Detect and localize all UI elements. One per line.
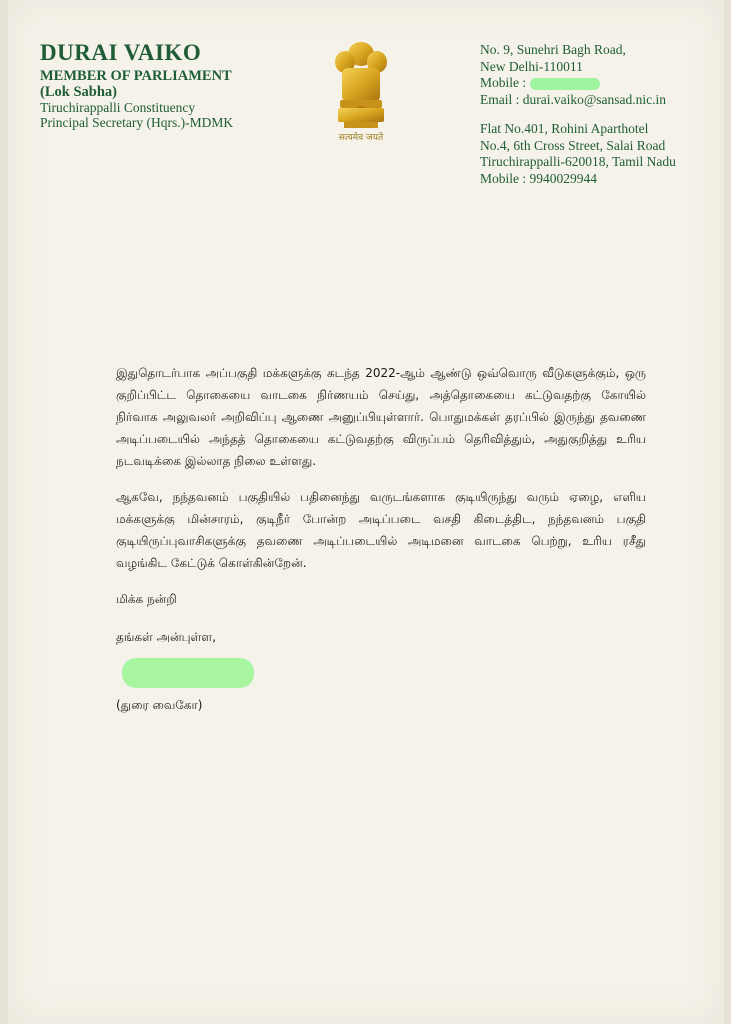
letter-page	[8, 0, 724, 1024]
thanks-line: மிக்க நன்றி	[116, 592, 177, 606]
paragraph: ஆகவே, நந்தவனம் பகுதியில் பதினைந்து வருடங்களாக குடியிருந்து வரும் ஏழை, எளிய மக்களுக்கு மின்சாரம், குடிநீர் போன்ற அடிப்படை வசதி கிடைத்திட, நந்தவனம் பகுதி குடியிருப்புவாசிகளுக்கு தவணை அடிப்படையில் அடிமனை வாடகை பெற்று, உரிய ரசீது வழங்கிட கேட்டுக் கொள்கின்றேன்.	[116, 490, 646, 570]
sender-name: DURAI VAIKO	[40, 40, 202, 65]
trichy-address-line: Flat No.401, Rohini Aparthotel	[480, 121, 649, 136]
signature-redaction	[122, 658, 254, 688]
mobile-label: Mobile :	[480, 75, 527, 90]
sender-constituency: Tiruchirappalli Constituency	[40, 100, 196, 115]
delhi-address-line: New Delhi-110011	[480, 58, 583, 74]
delhi-address-line: No. 9, Sunehri Bagh Road,	[480, 42, 626, 57]
sender-house: (Lok Sabha)	[40, 84, 117, 100]
trichy-address-line: Tiruchirappalli-620018, Tamil Nadu	[480, 154, 676, 169]
letterhead-right	[480, 42, 676, 187]
sender-role: MEMBER OF PARLIAMENT	[40, 68, 232, 84]
national-emblem-icon	[330, 38, 392, 142]
emblem-motto: सत्यमेव जयते	[338, 133, 384, 143]
letterhead-left	[40, 40, 233, 130]
redaction-mark	[530, 78, 600, 90]
email-line: Email : durai.vaiko@sansad.nic.in	[480, 91, 667, 107]
sender-party-post: Principal Secretary (Hqrs.)-MDMK	[40, 115, 234, 130]
delhi-mobile	[480, 75, 676, 92]
signature-name: (துரை வைகோ)	[116, 698, 203, 712]
closing-line: தங்கள் அன்புள்ள,	[116, 630, 217, 644]
trichy-mobile: Mobile : 9940029944	[480, 170, 597, 186]
letter-body	[116, 362, 646, 716]
trichy-address-line: No.4, 6th Cross Street, Salai Road	[480, 137, 666, 153]
paragraph: இதுதொடர்பாக அப்பகுதி மக்களுக்கு கடந்த 2022-ஆம் ஆண்டு ஒவ்வொரு வீடுகளுக்கும், ஒரு குறிப்பிட்ட தொகையை வாடகை நிர்ணயம் செய்து, அத்தொகையை கட்டுவதற்கு கோயில் நிர்வாக அலுவலர் அறிவிப்பு ஆணை அனுப்பியுள்ளார். பொதுமக்கள் தரப்பில் இருந்து தவணை அடிப்படையில் அந்தத் தொகையை கட்டுவதற்கு விருப்பம் தெரிவித்தும், அதுகுறித்து உரிய நடவடிக்கை இல்லாத நிலை உள்ளது.	[116, 366, 646, 468]
